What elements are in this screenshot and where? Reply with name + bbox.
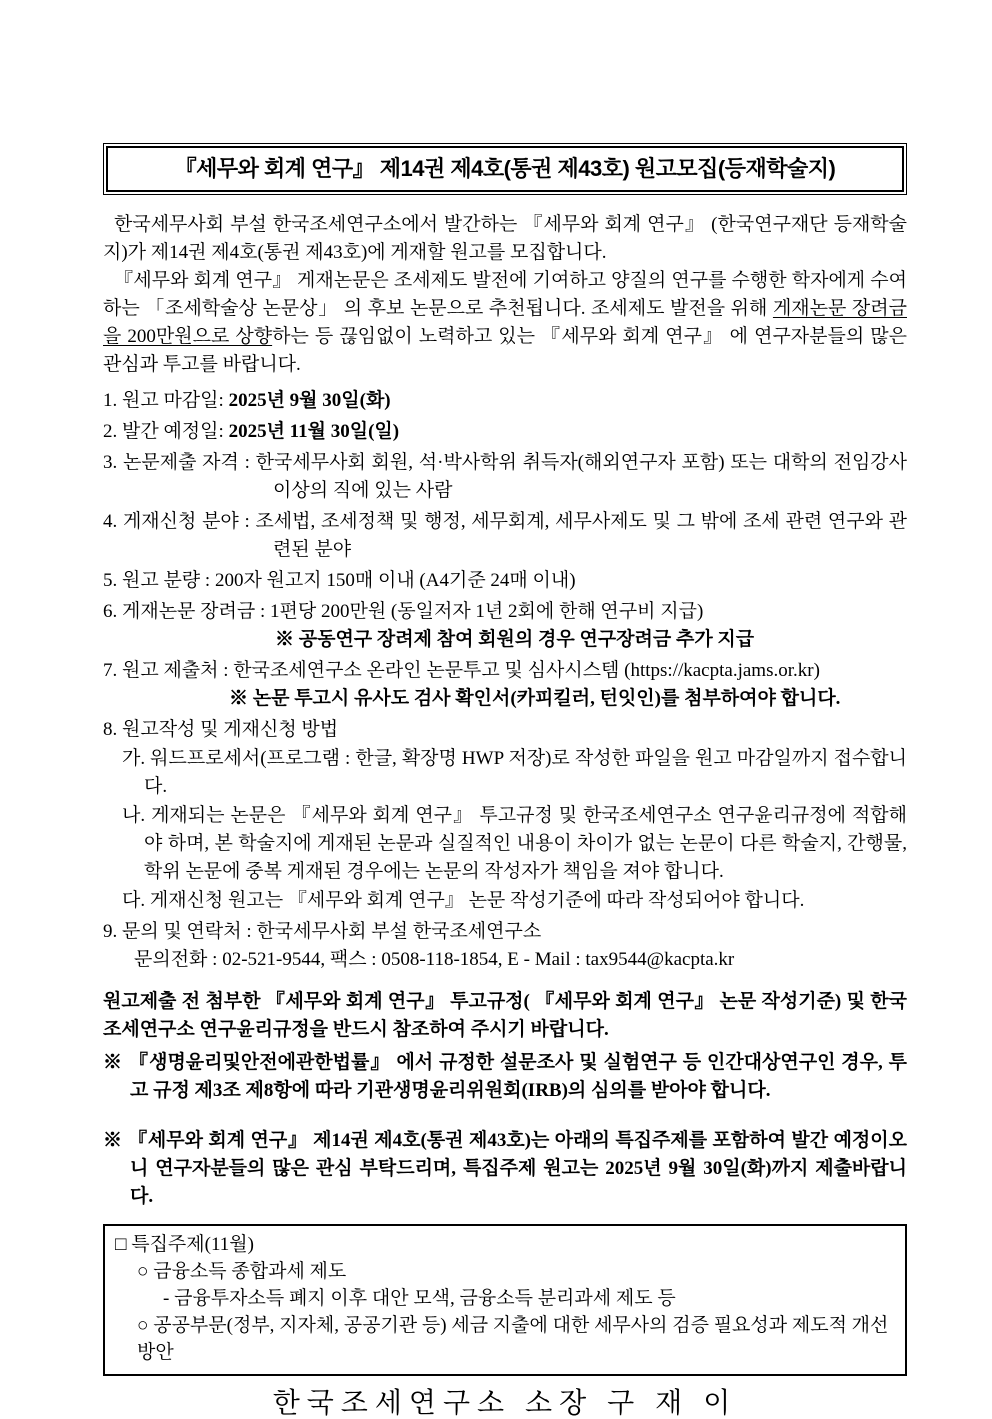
page-title: 『세무와 회계 연구』 제14권 제4호(통권 제43호) 원고모집(등재학술지) bbox=[106, 146, 904, 192]
special-topic-2: ○ 공공부문(정부, 지자체, 공공기관 등) 세금 지출에 대한 세무사의 검증 필요성과 제도적 개선 방안 bbox=[137, 1315, 889, 1363]
sub-ga-text: 워드프로세서(프로그램 : 한글, 확장명 HWP 저장)로 작성한 파일을 원고 마감일까지 접수합니다. bbox=[144, 748, 908, 797]
item-7-note: ※ 논문 투고시 유사도 검사 확인서(카피킬러, 턴잇인)를 첨부하여야 합니다. bbox=[229, 688, 841, 709]
list-item-1 bbox=[103, 387, 907, 415]
numbered-list bbox=[103, 387, 907, 974]
title-box bbox=[103, 143, 907, 195]
item-1-number: 1. bbox=[103, 390, 118, 411]
list-item-8 bbox=[103, 716, 907, 744]
sub-na-text: 게재되는 논문은 『세무와 회계 연구』 투고규정 및 한국조세연구소 연구윤리규정에 적합해야 하며, 본 학술지에 게재된 논문과 실질적인 내용이 차이가 없는 논문이 다른 학술지, 간행물, 학위 논문에 중복 게재된 경우에는 논문의 작성자가 책임을 져야 합니다. bbox=[144, 805, 907, 882]
item-6-number: 6. bbox=[103, 601, 118, 622]
item-4-text: 게재신청 분야 : 조세법, 조세정책 및 행정, 세무회계, 세무사제도 및 그 밖에 조세 관련 연구와 관련된 분야 bbox=[122, 511, 907, 560]
signature-line: 한국조세연구소 소장 구 재 이 bbox=[272, 1388, 738, 1419]
special-topics-box bbox=[103, 1224, 907, 1376]
list-item-6 bbox=[103, 598, 907, 626]
list-item-5 bbox=[103, 567, 907, 595]
intro-paragraph-1: 한국세무사회 부설 한국조세연구소에서 발간하는 『세무와 회계 연구』 (한국연구재단 등재학술지)가 제14권 제4호(통권 제43호)에 게재할 원고를 모집합니다. bbox=[103, 214, 907, 263]
notice-irb: ※ 『생명윤리및안전에관한법률』 에서 규정한 설문조사 및 실험연구 등 인간대상연구인 경우, 투고 규정 제3조 제8항에 따라 기관생명윤리위원회(IRB)의 심의를 받아야 합니다. bbox=[103, 1052, 907, 1101]
special-topic-1-detail: - 금융투자소득 폐지 이후 대안 모색, 금융소득 분리과세 제도 등 bbox=[163, 1288, 676, 1309]
item-2-publish-date: 2025년 11월 30일(일) bbox=[228, 421, 400, 442]
list-item-8-sub-ga bbox=[103, 745, 907, 801]
item-3-number: 3. bbox=[103, 452, 118, 473]
item-9-number: 9. bbox=[103, 921, 118, 942]
item-3-text: 논문제출 자격 : 한국세무사회 회원, 석·박사학위 취득자(해외연구자 포함) 또는 대학의 전임강사 이상의 직에 있는 사람 bbox=[123, 452, 908, 501]
special-topic-1: ○ 금융소득 종합과세 제도 bbox=[137, 1261, 347, 1282]
sub-ga-number: 가. bbox=[122, 748, 146, 769]
item-2-number: 2. bbox=[103, 421, 118, 442]
item-4-number: 4. bbox=[103, 511, 118, 532]
item-9-text: 문의 및 연락처 : 한국세무사회 부설 한국조세연구소 bbox=[122, 921, 542, 942]
item-2-label: 발간 예정일: bbox=[122, 421, 229, 442]
item-5-text: 원고 분량 : 200자 원고지 150매 이내 (A4기준 24매 이내) bbox=[122, 570, 576, 591]
list-item-4 bbox=[103, 508, 907, 564]
intro-paragraph-2-underlined: 게재논문 장려금을 200만원으로 상향 bbox=[103, 298, 907, 347]
list-item-9 bbox=[103, 918, 907, 946]
intro-paragraph-2 bbox=[103, 267, 907, 379]
notice-submission-rules: 원고제출 전 첨부한 『세무와 회계 연구』 투고규정( 『세무와 회계 연구』 논문 작성기준) 및 한국조세연구소 연구윤리규정을 반드시 참조하여 주시기 바랍니다. bbox=[103, 991, 907, 1040]
item-6-note: ※ 공동연구 장려제 참여 회원의 경우 연구장려금 추가 지급 bbox=[275, 629, 755, 650]
item-1-label: 원고 마감일: bbox=[122, 390, 229, 411]
intro-paragraph-2-pre: 『세무와 회계 연구』 게재논문은 조세제도 발전에 기여하고 양질의 연구를 수행한 학자에게 수여하는 「조세학술상 논문상」 의 후보 논문으로 추천됩니다. 조세제도 발전을 위해 bbox=[103, 270, 907, 319]
list-item-8-sub-na bbox=[103, 802, 907, 886]
list-item-7 bbox=[103, 657, 907, 685]
intro-section bbox=[103, 211, 907, 379]
notice-special-topic-deadline: ※ 『세무와 회계 연구』 제14권 제4호(통권 제43호)는 아래의 특집주제를 포함하여 발간 예정이오니 연구자분들의 많은 관심 부탁드리며, 특집주제 원고는 2025년 9월 30일(화)까지 제출바랍니다. bbox=[103, 1130, 907, 1207]
item-8-number: 8. bbox=[103, 719, 118, 740]
list-item-2 bbox=[103, 418, 907, 446]
special-topics-header: □ 특집주제(11월) bbox=[115, 1234, 254, 1255]
sub-da-number: 다. bbox=[122, 890, 146, 911]
sub-na-number: 나. bbox=[122, 805, 146, 826]
sub-da-text: 게재신청 원고는 『세무와 회계 연구』 논문 작성기준에 따라 작성되어야 합니다. bbox=[149, 890, 805, 911]
item-8-text: 원고작성 및 게재신청 방법 bbox=[122, 719, 339, 740]
intro-paragraph-2-post: 하는 등 끊임없이 노력하고 있는 『세무와 회계 연구』 에 연구자분들의 많은 관심과 투고를 바랍니다. bbox=[103, 326, 907, 375]
list-item-3 bbox=[103, 449, 907, 505]
item-1-deadline: 2025년 9월 30일(화) bbox=[228, 390, 391, 411]
item-9-contact-line: 문의전화 : 02-521-9544, 팩스 : 0508-118-1854, E - Mail : tax9544@kacpta.kr bbox=[134, 949, 735, 970]
item-7-text: 원고 제출처 : 한국조세연구소 온라인 논문투고 및 심사시스템 (https://kacpta.jams.or.kr) bbox=[122, 660, 820, 681]
list-item-8-sub-da bbox=[103, 887, 907, 915]
item-6-text: 게재논문 장려금 : 1편당 200만원 (동일저자 1년 2회에 한해 연구비 지급) bbox=[122, 601, 704, 622]
item-7-number: 7. bbox=[103, 660, 118, 681]
item-5-number: 5. bbox=[103, 570, 118, 591]
